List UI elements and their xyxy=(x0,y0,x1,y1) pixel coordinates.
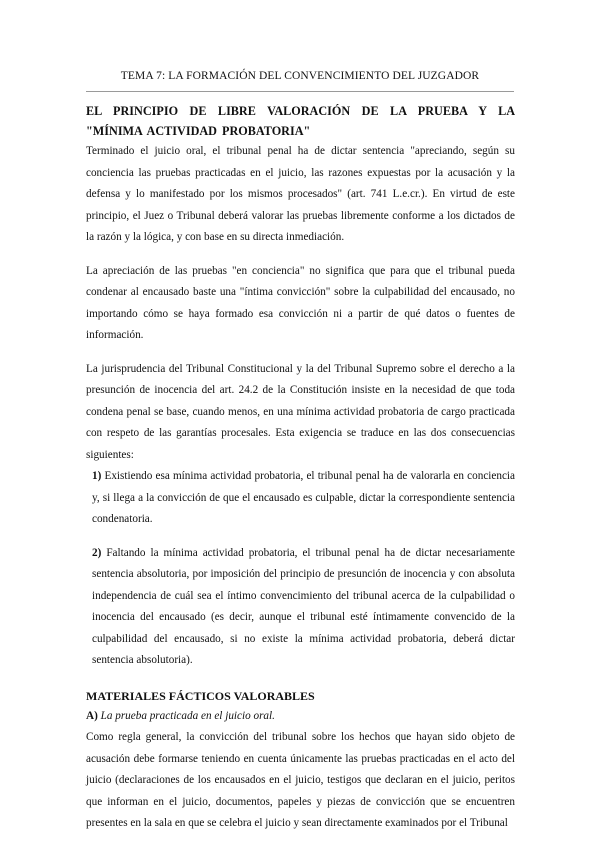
header-divider xyxy=(86,91,514,92)
list-item-consequence-1 xyxy=(86,466,515,531)
page-header-title: TEMA 7: LA FORMACIÓN DEL CONVENCIMIENTO DEL JUZGADOR xyxy=(120,70,480,82)
paragraph-en-conciencia: La apreciación de las pruebas "en conciencia" no significa que para que el tribunal pueda condenar al encausado baste una "íntima convicción" sobre la culpabilidad del encausado, no importando cómo se haya formado esa convicción ni a partir de qué datos o fuentes de información. xyxy=(86,264,515,341)
list-item-number: 2) xyxy=(92,546,102,559)
list-item-text: Existiendo esa mínima actividad probatoria, el tribunal penal ha de valorarla en conciencia y, si llega a la convicción de que el encausado es culpable, dictar la correspondiente sentencia condenatoria. xyxy=(92,470,515,525)
list-item-consequence-2 xyxy=(86,543,515,672)
document-body xyxy=(86,102,515,835)
section-heading-materiales: MATERIALES FÁCTICOS VALORABLES xyxy=(86,688,315,703)
section-heading-libre-valoracion: EL PRINCIPIO DE LIBRE VALORACIÓN DE LA PRUEBA Y LA "MÍNIMA ACTIVIDAD PROBATORIA" xyxy=(86,104,515,138)
list-item-text: Faltando la mínima actividad probatoria, el tribunal penal ha de dictar necesariamente sentencia absolutoria, por imposición del principio de presunción de inocencia y con absoluta independencia de cuál sea el íntimo convencimiento del tribunal acerca de la culpabilidad o inocencia del encausado (es decir, aunque el tribunal esté íntimamente convencido de la culpabilidad del encausado, si no existe la mínima actividad probatoria, deberá dictar sentencia absolutoria). xyxy=(92,546,516,666)
subheading-letter: A) xyxy=(86,709,98,722)
subheading-prueba-practicada xyxy=(86,706,515,728)
paragraph-jurisprudencia: La jurisprudencia del Tribunal Constitucional y la del Tribunal Supremo sobre el derecho a la presunción de inocencia del art. 24.2 de la Constitución insiste en la necesidad de que toda condena penal se base, cuando menos, en una mínima actividad probatoria de cargo practicada con respeto de las garantías procesales. Esta exigencia se traduce en las dos consecuencias siguientes: xyxy=(86,362,515,461)
subheading-text: La prueba practicada en el juicio oral. xyxy=(100,709,275,722)
list-item-number: 1) xyxy=(92,470,102,482)
paragraph-regla-general: Como regla general, la convicción del tribunal sobre los hechos que hayan sido objeto de acusación debe formarse teniendo en cuenta únicamente las pruebas practicadas en el acto del juicio (declaraciones de los encausados en el juicio, testigos que declaran en el juicio, peritos que informan en el juicio, documentos, papeles y piezas de convicción que se encuentren presentes en la sala en que se celebra el juicio y sean directamente examinados por el Tribunal xyxy=(86,731,515,829)
paragraph-juicio-oral: Terminado el juicio oral, el tribunal penal ha de dictar sentencia "apreciando, según su conciencia las pruebas practicadas en el juicio, las razones expuestas por la acusación y la defensa y lo manifestado por los mismos procesados" (art. 741 L.e.cr.). En virtud de este principio, el Juez o Tribunal deberá valorar las pruebas libremente conforme a los dictados de la razón y la lógica, y con base en su directa inmediación. xyxy=(86,145,515,243)
